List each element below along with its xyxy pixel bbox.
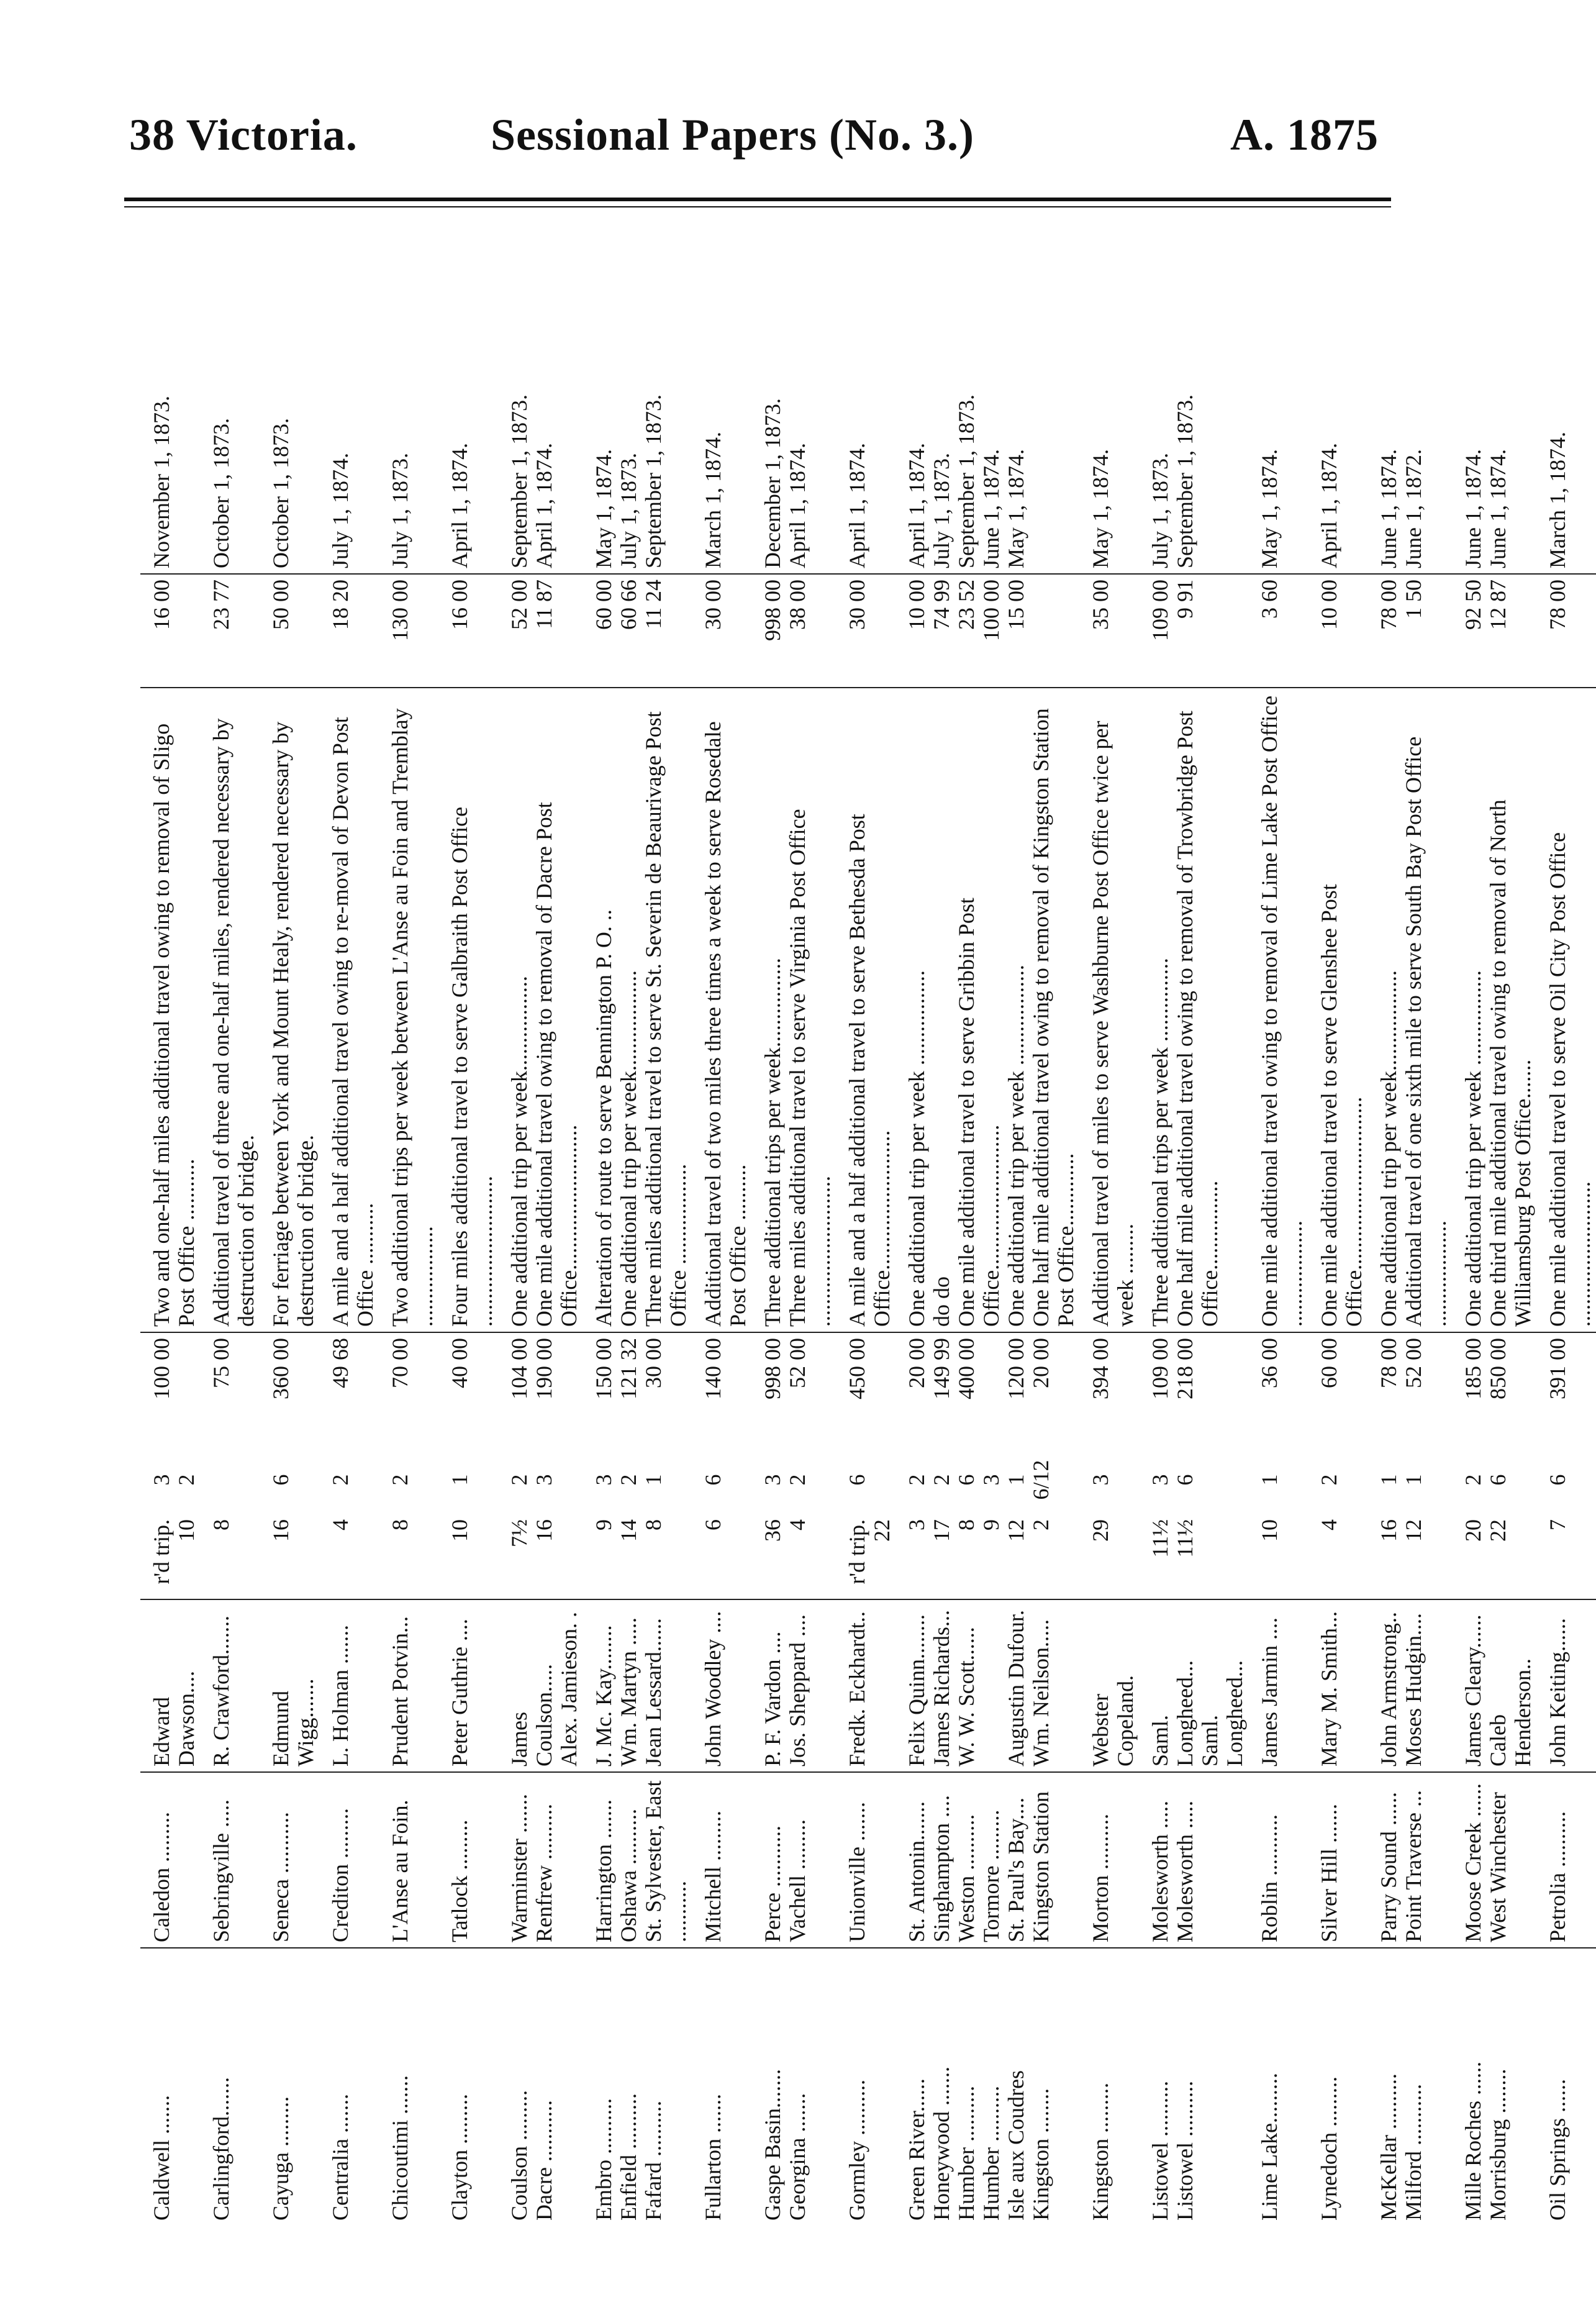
cell-desc: One mile additional travel to serve Glenshee Post Office...............................: [1308, 688, 1367, 1332]
cell-old-pay: 109 00 218 00: [1148, 1338, 1197, 1399]
cell-date: April 1, 1874.: [438, 122, 498, 574]
cell-old-pay: 394 00: [1088, 1338, 1113, 1399]
cell-add-pay: 92 50 12 87: [1452, 574, 1536, 688]
cell-place: Oil Springs ......: [1545, 2078, 1570, 2221]
cell-place: Caldwell .......: [149, 2095, 174, 2221]
cell-dist: r'd trip. 22: [836, 1514, 895, 1599]
cell-trips: 2: [1317, 1474, 1341, 1486]
cell-place: Chicoutimi .......: [388, 2075, 412, 2221]
cell-contractor: James Jarmin ....: [1248, 1599, 1308, 1772]
cell-desc: Additional travel of three and one-half miles, rendered necessary by destruction of bridge.: [200, 688, 260, 1332]
table-row: [751, 122, 836, 2226]
cell-desc: Four miles additional travel to serve Galbraith Post Office ...........................: [438, 688, 498, 1332]
cell-office: Tatlock .........: [438, 1772, 498, 1948]
cell-dist: 11½ 11½: [1139, 1514, 1248, 1599]
cell-contractor: Prudent Potvin...: [379, 1599, 438, 1772]
cell-place: Gormley ..........: [845, 2080, 869, 2221]
cell-place: Lime Lake.........: [1257, 2073, 1282, 2221]
cell-old-pay: 70 00: [388, 1338, 412, 1388]
cell-old-pay: 49 68: [328, 1338, 353, 1388]
cell-dist: 7: [1536, 1514, 1596, 1599]
cell-add-pay: 23 77: [200, 574, 260, 688]
table-row: [379, 122, 438, 2226]
cell-old-pay: 391 00: [1545, 1338, 1570, 1399]
cell-place: Listowel .......... Listowel ..........: [1148, 2081, 1197, 2221]
cell-desc: One mile additional travel owing to removal of Lime Lake Post Office ...................: [1248, 688, 1308, 1332]
cell-add-pay: 109 00 9 91: [1139, 574, 1248, 688]
cell-office: Roblin ...........: [1248, 1772, 1308, 1948]
cell-desc: Three additional trips per week ............... One half mile additional travel owing to removal of Trowbridge Post Office................: [1139, 688, 1248, 1332]
cell-office: Morton ..........: [1079, 1772, 1139, 1948]
table-row: [836, 122, 895, 2226]
cell-dist: 8: [379, 1514, 438, 1599]
cell-desc: One additional trip per week ................. do do One mile additional travel to serve Gribbin Post Office.......................... One additional trip per week .................. One half mile additional travel owing to removal of Kingston Station Post Office.............: [895, 688, 1079, 1332]
cell-dist: 29: [1079, 1514, 1139, 1599]
cell-dist: 6: [692, 1514, 751, 1599]
cell-trips: 3 2: [149, 1474, 199, 1486]
cell-add-pay: 10 00 74 99 23 52 100 00 15 00: [895, 574, 1079, 688]
cell-desc: Additional travel of miles to serve Washburne Post Office twice per week .........: [1079, 688, 1139, 1332]
cell-office: Seneca ...........: [260, 1772, 319, 1948]
cell-trips: 2 2 6 3 1 6/12: [904, 1460, 1053, 1500]
cell-place: Gaspe Basin....... Georgina .......: [760, 2069, 810, 2221]
cell-dist: 20 22: [1452, 1514, 1536, 1599]
cell-place: Centralia .......: [328, 2094, 353, 2221]
cell-place: Mille Roches ...... Morrisburg ........: [1461, 2062, 1510, 2221]
cell-place: Kingston .........: [1088, 2082, 1113, 2221]
cell-add-pay: 18 20: [319, 574, 379, 688]
cell-old-pay: 450 00: [845, 1338, 869, 1399]
cell-old-pay: 140 00: [701, 1338, 725, 1399]
cell-trips: 1: [1257, 1474, 1282, 1486]
cell-contractor: Webster Copeland.: [1079, 1599, 1139, 1772]
cell-desc: Three additional trips per week................ Three miles additional travel to serve Virginia Post Office ...........................: [751, 688, 836, 1332]
cell-desc: Additional travel of two miles three times a week to serve Rosedale Post Office ..........: [692, 688, 751, 1332]
cell-dist: 7½ 16: [498, 1514, 583, 1599]
cell-add-pay: 3 60: [1248, 574, 1308, 688]
cell-dist: 10: [1248, 1514, 1308, 1599]
cell-office: Silver Hill .......: [1308, 1772, 1367, 1948]
cell-old-pay: 360 00: [268, 1338, 293, 1399]
cell-place: Green River...... Honeywood ....... Humber .......... Humber .......... Isle aux Coudres Kingston ........: [904, 2067, 1053, 2221]
cell-dist: 16 12: [1367, 1514, 1452, 1599]
cell-dist: 8: [200, 1514, 260, 1599]
cell-office: L'Anse au Foin.: [379, 1772, 438, 1948]
cell-contractor: Edmund Wigg.......: [260, 1599, 319, 1772]
cell-old-pay: 104 00 190 00: [507, 1338, 556, 1399]
cell-old-pay: 78 00 52 00: [1376, 1338, 1426, 1388]
cell-add-pay: 10 00: [1308, 574, 1367, 688]
cell-desc: One additional trip per week................. One mile additional travel owing to removal of Dacre Post Office..........................: [498, 688, 583, 1332]
cell-place: Carlingford.......: [209, 2077, 234, 2221]
cell-office: St. Antonin....... Singhampton .... Weston .......... Tormore ......... St. Paul's Bay.... Kingston Station: [895, 1772, 1079, 1948]
table-row: [140, 122, 200, 2226]
cell-place: Lynedoch .........: [1317, 2076, 1341, 2221]
cell-add-pay: 16 00: [140, 574, 200, 688]
cell-office: Caledon .........: [140, 1772, 200, 1948]
cell-date: July 1, 1874.: [319, 122, 379, 574]
cell-old-pay: 185 00 850 00: [1461, 1338, 1510, 1399]
table-row: [1367, 122, 1452, 2226]
table-row: [1308, 122, 1367, 2226]
cell-old-pay: 40 00: [447, 1338, 472, 1388]
cell-trips: 3 2: [760, 1474, 810, 1486]
cell-add-pay: 60 00 60 66 11 24: [583, 574, 692, 688]
cell-dist: 4: [319, 1514, 379, 1599]
cell-desc: Two additional trips per week between L'Anse au Foin and Tremblay ..................: [379, 688, 438, 1332]
cell-dist: 9 14 8: [583, 1514, 692, 1599]
cell-trips: [200, 1445, 260, 1514]
cell-place: Cayuga .........: [268, 2096, 293, 2221]
table-row: [583, 122, 692, 2226]
cell-place: Embro .......... Enfield .......... Fafard ..........: [591, 2093, 666, 2221]
cell-date: April 1, 1874.: [836, 122, 895, 574]
cell-date: May 1, 1874.: [1079, 122, 1139, 574]
cell-date: June 1, 1874. June 1, 1872.: [1367, 122, 1452, 574]
cell-office: Harrington ....... Oshawa .......... St. Sylvester, East ...........: [583, 1772, 692, 1948]
cell-office: Sebringville .....: [200, 1772, 260, 1948]
cell-trips: 1 1: [1376, 1474, 1426, 1486]
cell-desc: A mile and a half additional travel to serve Bethesda Post Office.........................: [836, 688, 895, 1332]
cell-trips: 6: [845, 1474, 869, 1486]
cell-date: May 1, 1874.: [1248, 122, 1308, 574]
cell-add-pay: 35 00: [1079, 574, 1139, 688]
cell-desc: Alteration of route to serve Bennington P. O. .. One additional trip per week.................. Three miles additional travel to serve St. Severin de Beaurivage Post Office ..................: [583, 688, 692, 1332]
cell-trips: 3 2 1: [591, 1474, 666, 1486]
cell-contractor: James Cleary...... Caleb Henderson..: [1452, 1599, 1536, 1772]
cell-date: April 1, 1874. July 1, 1873. September 1, 1873. June 1, 1874. May 1, 1874.: [895, 122, 1079, 574]
cell-trips: 2: [388, 1474, 412, 1486]
cell-add-pay: 78 00: [1536, 574, 1596, 688]
table-row: [895, 122, 1079, 2226]
cell-place: Fullarton .......: [701, 2094, 725, 2221]
table-row: [692, 122, 751, 2226]
cell-trips: 6: [268, 1474, 293, 1486]
cell-old-pay: 998 00 52 00: [760, 1338, 810, 1399]
cell-old-pay: 75 00: [209, 1338, 234, 1388]
cell-trips: 3 6: [1148, 1474, 1197, 1486]
cell-contractor: R. Crawford.......: [200, 1599, 260, 1772]
cell-add-pay: 78 00 1 50: [1367, 574, 1452, 688]
cell-contractor: James Coulson..... Alex. Jamieson. .: [498, 1599, 583, 1772]
cell-trips: 2 3: [507, 1474, 556, 1486]
cell-office: Crediton .........: [319, 1772, 379, 1948]
cell-trips: 2: [328, 1474, 353, 1486]
cell-contractor: L. Holman .......: [319, 1599, 379, 1772]
table-row: [438, 122, 498, 2226]
cell-contractor: Fredk. Eckhardt..: [836, 1599, 895, 1772]
cell-add-pay: 30 00: [836, 574, 895, 688]
cell-old-pay: 36 00: [1257, 1338, 1282, 1388]
cell-desc: A mile and a half additional travel owing to re-moval of Devon Post Office ...........: [319, 688, 379, 1332]
cell-contractor: P. F. Vardon .... Jos. Sheppard ....: [751, 1599, 836, 1772]
cell-dist: 16: [260, 1514, 319, 1599]
cell-office: Petrolia ..........: [1536, 1772, 1596, 1948]
cell-contractor: Felix Quinn........ James Richards... W. W. Scott...... Augustin Dufour. Wm. Neilson.....: [895, 1599, 1079, 1772]
cell-office: Moose Creek ...... West Winchester: [1452, 1772, 1536, 1948]
cell-date: October 1, 1873.: [260, 122, 319, 574]
cell-contractor: Edward Dawson....: [140, 1599, 200, 1772]
table-row: [260, 122, 319, 2226]
cell-old-pay: 20 00 149 99 400 00 120 00 20 00: [904, 1338, 1053, 1399]
cell-dist: r'd trip. 10: [140, 1514, 200, 1599]
cell-place: Clayton .........: [447, 2094, 472, 2221]
cell-desc: One mile additional travel to serve Oil City Post Office ..........................: [1536, 688, 1596, 1332]
cell-date: July 1, 1873. September 1, 1873.: [1139, 122, 1248, 574]
table-row: [1139, 122, 1248, 2226]
table-row: [1248, 122, 1308, 2226]
cell-place: McKellar .......... Milford ...........: [1376, 2073, 1426, 2221]
mail-route-table: [140, 122, 1596, 2226]
cell-date: May 1, 1874. July 1, 1873. September 1, 1873.: [583, 122, 692, 574]
cell-dist: 10: [438, 1514, 498, 1599]
cell-add-pay: 130 00: [379, 574, 438, 688]
table-row: [200, 122, 260, 2226]
cell-office: Parry Sound ...... Point Traverse ...: [1367, 1772, 1452, 1948]
table-body: [140, 122, 1596, 2226]
cell-old-pay: 60 00: [1317, 1338, 1341, 1388]
cell-office: Unionville .......: [836, 1772, 895, 1948]
cell-dist: 4: [1308, 1514, 1367, 1599]
cell-contractor: John Keiting......: [1536, 1599, 1596, 1772]
cell-date: March 1, 1874.: [692, 122, 751, 574]
cell-date: October 1, 1873.: [200, 122, 260, 574]
cell-add-pay: 50 00: [260, 574, 319, 688]
header-center: Sessional Papers (No. 3.): [491, 110, 974, 160]
cell-contractor: John Woodley ....: [692, 1599, 751, 1772]
cell-date: April 1, 1874.: [1308, 122, 1367, 574]
rotated-table-container: [140, 219, 1595, 2226]
cell-add-pay: 16 00: [438, 574, 498, 688]
cell-trips: 2 6: [1461, 1474, 1510, 1486]
table-row: [1536, 122, 1596, 2226]
cell-office: Molesworth ..... Molesworth .....: [1139, 1772, 1248, 1948]
cell-add-pay: 998 00 38 00: [751, 574, 836, 688]
cell-trips: 1: [447, 1474, 472, 1486]
cell-add-pay: 52 00 11 87: [498, 574, 583, 688]
cell-desc: For ferriage between York and Mount Healy, rendered necessary by destruction of bridge.: [260, 688, 319, 1332]
cell-date: September 1, 1873. April 1, 1874.: [498, 122, 583, 574]
cell-contractor: Saml. Longheed... Saml. Longheed...: [1139, 1599, 1248, 1772]
cell-trips: 6: [701, 1474, 725, 1486]
cell-desc: One additional trip per week ................. One third mile additional travel owing to removal of North Williamsburg Post Office.......: [1452, 688, 1536, 1332]
cell-office: Warminster ....... Renfrew ..........: [498, 1772, 583, 1948]
cell-contractor: Mary M. Smith...: [1308, 1599, 1367, 1772]
cell-add-pay: 30 00: [692, 574, 751, 688]
cell-office: Mitchell .........: [692, 1772, 751, 1948]
cell-trips: 3: [1088, 1474, 1113, 1486]
cell-old-pay: 150 00 121 32 30 00: [591, 1338, 666, 1399]
cell-date: November 1, 1873.: [140, 122, 200, 574]
table-row: [1079, 122, 1139, 2226]
cell-desc: One additional trip per week.................. Additional travel of one sixth mile to serve South Bay Post Office ...................: [1367, 688, 1452, 1332]
cell-place: Coulson ......... Dacre ...........: [507, 2089, 556, 2221]
cell-office: Perce ........... Vachell .........: [751, 1772, 836, 1948]
cell-date: July 1, 1873.: [379, 122, 438, 574]
cell-contractor: John Armstrong.. Moses Hudgin....: [1367, 1599, 1452, 1772]
cell-desc: Two and one-half miles additional travel owing to removal of Sligo Post Office ...........: [140, 688, 200, 1332]
table-row: [1452, 122, 1536, 2226]
cell-old-pay: 100 00: [149, 1338, 174, 1399]
table-row: [498, 122, 583, 2226]
cell-contractor: J. Mc. Kay........ Wm. Martyn ..... Jean Lessard......: [583, 1599, 692, 1772]
cell-trips: 6: [1545, 1474, 1570, 1486]
cell-date: December 1, 1873. April 1, 1874.: [751, 122, 836, 574]
cell-dist: 36 4: [751, 1514, 836, 1599]
cell-date: June 1, 1874. June 1, 1874.: [1452, 122, 1536, 574]
table-row: [319, 122, 379, 2226]
cell-contractor: Peter Guthrie ....: [438, 1599, 498, 1772]
cell-date: March 1, 1874.: [1536, 122, 1596, 574]
header-left: 38 Victoria.: [129, 110, 358, 160]
cell-dist: 3 17 8 9 12 2: [895, 1514, 1079, 1599]
header-right: A. 1875: [1230, 110, 1379, 160]
